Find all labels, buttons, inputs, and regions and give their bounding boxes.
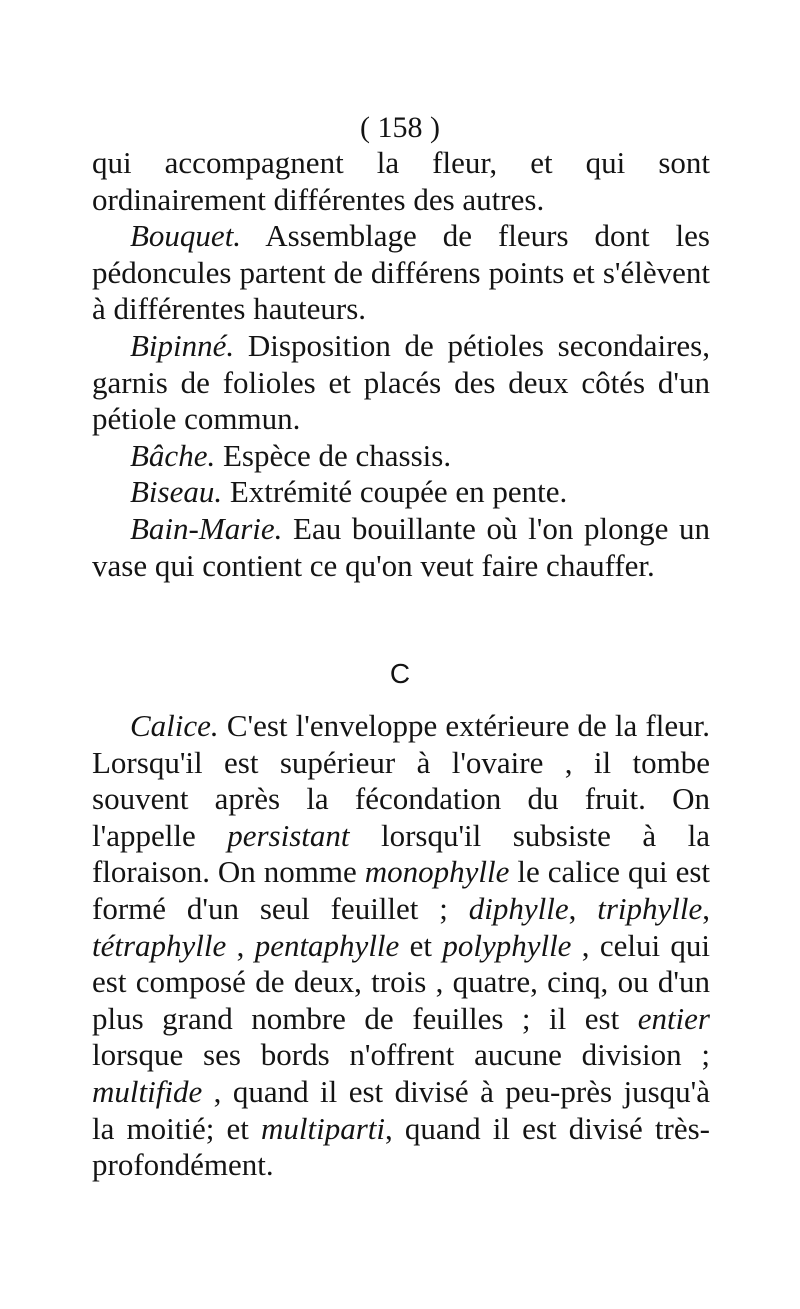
term: Biseau. xyxy=(130,474,223,510)
separator: , xyxy=(702,890,710,926)
text-segment: , quand il est divisé à peu-près jusqu'à la moitié; et xyxy=(92,1073,710,1146)
separator: , xyxy=(568,890,598,926)
italic-term-diphylle: diphylle xyxy=(468,890,569,926)
italic-term-multiparti: multiparti xyxy=(260,1110,385,1146)
definition: Extrémité coupée en pente. xyxy=(222,474,568,510)
term: Bain-Marie. xyxy=(130,510,283,546)
continuation-paragraph: qui accompagnent la fleur, et qui sont ordinairement différentes des autres. xyxy=(92,145,710,217)
text-segment: lorsque ses bords n'offrent aucune division ; xyxy=(92,1037,710,1073)
term: Calice. xyxy=(130,708,219,743)
entry-bouquet xyxy=(92,218,710,328)
italic-term-pentaphylle: pentaphylle xyxy=(254,927,400,963)
italic-term-persistant: persistant xyxy=(227,817,350,853)
term: Bâche. xyxy=(130,437,216,473)
definition: Espèce de chassis. xyxy=(215,437,452,473)
entry-biseau xyxy=(92,474,710,511)
italic-term-multifide: multifide xyxy=(92,1073,203,1109)
entry-bipinne xyxy=(92,328,710,438)
separator: , xyxy=(226,927,255,963)
entry-calice xyxy=(92,708,710,1184)
italic-term-triphylle: triphylle xyxy=(597,890,703,926)
text-segment: lorsqu'il subsiste à la floraison. On nomme xyxy=(92,817,711,890)
entry-bain-marie xyxy=(92,511,710,584)
italic-term-polyphylle: polyphylle xyxy=(442,927,572,963)
italic-term-monophylle: monophylle xyxy=(364,854,510,890)
text-segment: C'est l'enveloppe extérieure de la fleur. Lorsqu'il est supérieur à l'ovaire , il tombe souvent après la fécondation du fruit. On l'appelle xyxy=(92,708,710,853)
section-letter-c: C xyxy=(389,658,411,689)
term: Bouquet. xyxy=(130,218,242,254)
entry-bache xyxy=(92,438,710,475)
section-c-entries xyxy=(92,708,710,1184)
italic-term-tetraphylle: tétraphylle xyxy=(92,927,227,963)
definition: Eau bouillante où l'on plonge un vase qui contient ce qu'on veut faire chauffer. xyxy=(92,510,710,583)
text-segment: , quand il est divisé très-profondément. xyxy=(92,1110,710,1183)
text-segment: et xyxy=(399,927,443,963)
page-number: ( 158 ) xyxy=(360,111,440,144)
text-segment: , celui qui est composé de deux, trois , quatre, cinq, ou d'un plus grand nombre de feuilles ; il est xyxy=(92,927,711,1036)
section-b-entries xyxy=(92,145,710,584)
definition: Assemblage de fleurs dont les pédoncules partent de différens points et s'élèvent à différentes hauteurs. xyxy=(92,218,710,327)
text-segment: le calice qui est formé d'un seul feuillet ; xyxy=(92,854,711,926)
italic-term-entier: entier xyxy=(637,1000,710,1036)
definition: Disposition de pétioles secondaires, garnis de folioles et placés des deux côtés d'un pétiole commun. xyxy=(92,327,710,437)
term: Bipinné. xyxy=(130,327,235,363)
